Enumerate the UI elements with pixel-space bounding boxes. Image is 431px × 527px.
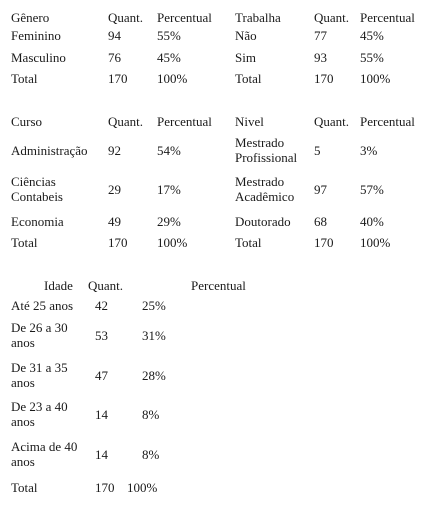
table-cell: 42 bbox=[95, 298, 108, 313]
table-cell: 3% bbox=[360, 143, 378, 158]
table-header: Gênero bbox=[11, 10, 50, 25]
table-header: Percentual bbox=[191, 278, 246, 293]
table-header: Percentual bbox=[360, 114, 415, 129]
table-cell: 170 bbox=[95, 480, 115, 495]
table-cell: Ciências Contabeis bbox=[11, 174, 63, 204]
table-header: Quant. bbox=[108, 114, 144, 129]
table-cell: De 26 a 30 anos bbox=[11, 320, 68, 350]
table-cell: Economia bbox=[11, 214, 64, 229]
table-cell: 8% bbox=[142, 407, 160, 422]
table-header: Trabalha bbox=[235, 10, 281, 25]
table-cell: 100% bbox=[127, 480, 158, 495]
table-cell: 49 bbox=[108, 214, 121, 229]
table-cell: 53 bbox=[95, 328, 108, 343]
table-cell: 28% bbox=[142, 368, 166, 383]
table-cell: Não bbox=[235, 28, 257, 43]
table-header: Quant. bbox=[314, 10, 350, 25]
table-header: Percentual bbox=[360, 10, 415, 25]
table-cell: 68 bbox=[314, 214, 327, 229]
table-cell: 76 bbox=[108, 50, 121, 65]
table-cell: Total bbox=[11, 235, 38, 250]
table-cell: 57% bbox=[360, 182, 384, 197]
table-header: Percentual bbox=[157, 114, 212, 129]
table-cell: Mestrado Profissional bbox=[235, 135, 298, 165]
table-cell: Administração bbox=[11, 143, 88, 158]
table-cell: Até 25 anos bbox=[11, 298, 74, 313]
table-header: Idade bbox=[44, 278, 73, 293]
table-cell: Total bbox=[11, 71, 38, 86]
table-cell: 5 bbox=[314, 143, 321, 158]
table-cell: 92 bbox=[108, 143, 121, 158]
table-cell: 31% bbox=[142, 328, 166, 343]
table-cell: Acima de 40 anos bbox=[11, 439, 78, 469]
table-cell: 77 bbox=[314, 28, 327, 43]
table-cell: 170 bbox=[108, 235, 128, 250]
table-cell: 55% bbox=[360, 50, 384, 65]
table-header: Quant. bbox=[88, 278, 124, 293]
table-cell: 100% bbox=[157, 235, 188, 250]
table-cell: 100% bbox=[360, 235, 391, 250]
table-header: Quant. bbox=[108, 10, 144, 25]
table-cell: 97 bbox=[314, 182, 327, 197]
table-cell: 29% bbox=[157, 214, 181, 229]
table-cell: 25% bbox=[142, 298, 166, 313]
table-cell: Mestrado Acadêmico bbox=[235, 174, 295, 204]
table-header: Quant. bbox=[314, 114, 350, 129]
table-cell: 100% bbox=[360, 71, 391, 86]
table-cell: 93 bbox=[314, 50, 327, 65]
table-cell: 54% bbox=[157, 143, 181, 158]
table-cell: 14 bbox=[95, 447, 108, 462]
table-cell: 8% bbox=[142, 447, 160, 462]
table-header: Nivel bbox=[235, 114, 264, 129]
table-cell: De 31 a 35 anos bbox=[11, 360, 68, 390]
table-cell: Total bbox=[235, 235, 262, 250]
table-cell: 14 bbox=[95, 407, 108, 422]
table-cell: 45% bbox=[360, 28, 384, 43]
table-cell: 29 bbox=[108, 182, 121, 197]
table-cell: 170 bbox=[314, 71, 334, 86]
table-cell: Feminino bbox=[11, 28, 61, 43]
table-cell: 170 bbox=[314, 235, 334, 250]
table-cell: Doutorado bbox=[235, 214, 291, 229]
table-cell: Total bbox=[11, 480, 38, 495]
table-cell: 47 bbox=[95, 368, 108, 383]
table-cell: 17% bbox=[157, 182, 181, 197]
table-cell: 40% bbox=[360, 214, 384, 229]
table-header: Curso bbox=[11, 114, 43, 129]
table-cell: 55% bbox=[157, 28, 181, 43]
table-header: Percentual bbox=[157, 10, 212, 25]
table-cell: 170 bbox=[108, 71, 128, 86]
table-cell: Sim bbox=[235, 50, 256, 65]
table-cell: 94 bbox=[108, 28, 121, 43]
table-cell: De 23 a 40 anos bbox=[11, 399, 68, 429]
table-cell: 45% bbox=[157, 50, 181, 65]
table-cell: Masculino bbox=[11, 50, 66, 65]
table-cell: Total bbox=[235, 71, 262, 86]
table-cell: 100% bbox=[157, 71, 188, 86]
